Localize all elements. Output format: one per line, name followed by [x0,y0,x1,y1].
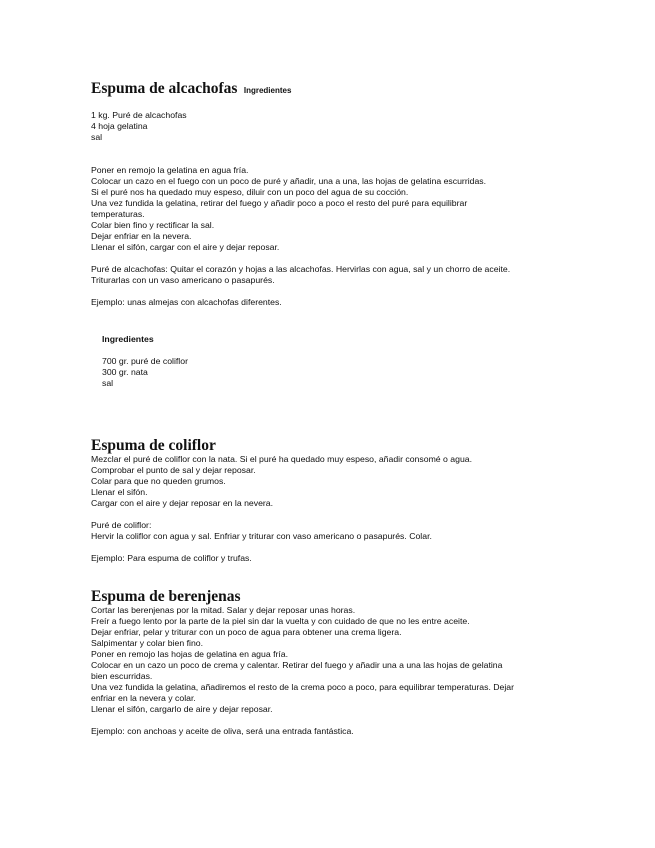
note-line: Hervir la coliflor con agua y sal. Enfriar y triturar con vaso americano o pasapurés. Colar. [91,531,432,541]
step-line: Colar bien fino y rectificar la sal. [91,220,215,230]
recipe-alcachofas-header [91,80,571,99]
ingredient-item: sal [91,132,103,142]
ingredient-item: 4 hoja gelatina [91,121,148,131]
step-line: bien escurridas. [91,671,153,681]
recipe-title: Espuma de berenjenas [91,588,241,605]
step-line: Colar para que no queden grumos. [91,476,226,486]
note-line: Puré de coliflor: [91,520,152,530]
step-line: temperaturas. [91,209,145,219]
ingredients-list [91,110,571,143]
recipe-title: Espuma de alcachofas [91,80,238,97]
note-line: Puré de alcachofas: Quitar el corazón y hojas a las alcachofas. Hervirlas con agua, sal y un chorro de aceite. [91,264,511,274]
ingredients-heading: Ingredientes [243,86,292,95]
recipe-note [91,264,571,286]
recipe-note [91,520,571,542]
step-line: Dejar enfriar en la nevera. [91,231,192,241]
step-line: Llenar el sifón, cargar con el aire y dejar reposar. [91,242,280,252]
step-line: Colocar en un cazo un poco de crema y calentar. Retirar del fuego y añadir una a una las hojas de gelatina [91,660,503,670]
step-line: Cargar con el aire y dejar reposar en la nevera. [91,498,274,508]
step-line: Mezclar el puré de coliflor con la nata. Si el puré ha quedado muy espeso, añadir consomé o agua. [91,454,473,464]
step-line: Comprobar el punto de sal y dejar reposar. [91,465,256,475]
recipe-berenjenas-header [91,588,571,605]
ingredients-heading: Ingredientes [102,334,154,344]
step-line: Llenar el sifón. [91,487,148,497]
step-line: Una vez fundida la gelatina, añadiremos el resto de la crema poco a poco, para equilibrar temperaturas. Dejar [91,682,515,692]
recipe-example: Ejemplo: unas almejas con alcachofas diferentes. [91,297,282,307]
step-line: Llenar el sifón, cargarlo de aire y dejar reposar. [91,704,273,714]
recipe-coliflor-header [91,437,571,454]
step-line: Una vez fundida la gelatina, retirar del fuego y añadir poco a poco el resto del puré para equilibrar [91,198,468,208]
step-line: Colocar un cazo en el fuego con un poco de puré y añadir, una a una, las hojas de gelatina escurridas. [91,176,487,186]
ingredient-item: sal [102,378,114,388]
step-line: Dejar enfriar, pelar y triturar con un poco de agua para obtener una crema ligera. [91,627,402,637]
step-line: Salpimentar y colar bien fino. [91,638,204,648]
recipe-steps [91,454,571,509]
recipe-steps [91,605,571,715]
ingredient-item: 1 kg. Puré de alcachofas [91,110,187,120]
recipe-example: Ejemplo: Para espuma de coliflor y trufas. [91,553,252,563]
step-line: Cortar las berenjenas por la mitad. Salar y dejar reposar unas horas. [91,605,356,615]
step-line: Poner en remojo la gelatina en agua fría. [91,165,249,175]
step-line: Poner en remojo las hojas de gelatina en agua fría. [91,649,289,659]
ingredient-item: 700 gr. puré de coliflor [102,356,188,366]
recipe-example: Ejemplo: con anchoas y aceite de oliva, será una entrada fantástica. [91,726,354,736]
note-line: Triturarlas con un vaso americano o pasapurés. [91,275,275,285]
recipe-steps [91,165,571,253]
document-content [91,80,571,737]
ingredient-item: 300 gr. nata [102,367,148,377]
step-line: Freír a fuego lento por la parte de la piel sin dar la vuelta y con cuidado de que no les entre aceite. [91,616,470,626]
recipe-title: Espuma de coliflor [91,437,216,454]
ingredients-block-coliflor [102,334,571,389]
step-line: Si el puré nos ha quedado muy espeso, diluir con un poco del agua de su cocción. [91,187,409,197]
step-line: enfriar en la nevera y colar. [91,693,196,703]
